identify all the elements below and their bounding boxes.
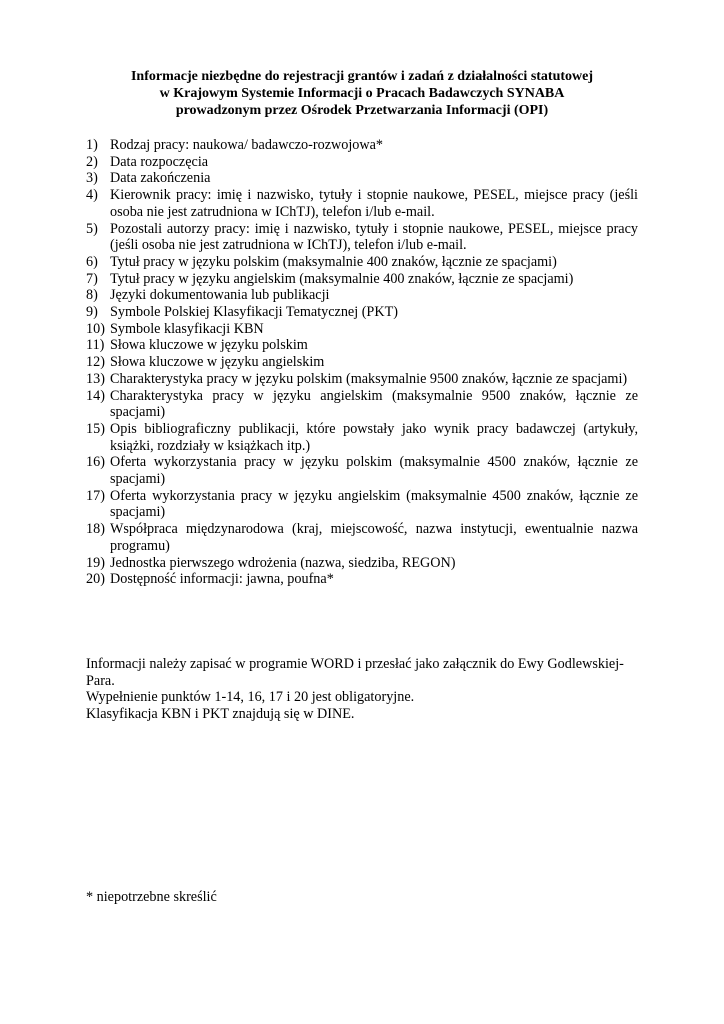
list-item [86, 271, 638, 288]
item-text: Symbole klasyfikacji KBN [110, 320, 264, 337]
list-item [86, 321, 638, 338]
item-number: 13) [86, 370, 105, 387]
requirements-list [86, 137, 638, 588]
item-text: Data rozpoczęcia [110, 153, 209, 170]
item-number: 7) [86, 270, 98, 287]
item-text: Symbole Polskiej Klasyfikacji Tematycznej (PKT) [110, 304, 398, 321]
item-number: 20) [86, 571, 105, 588]
title-line-1: Informacje niezbędne do rejestracji grantów i zadań z działalności statutowej [130, 69, 594, 84]
title-line-2: w Krajowym Systemie Informacji o Pracach Badawczych SYNABA [159, 86, 565, 101]
item-text: Słowa kluczowe w języku angielskim [110, 354, 325, 371]
list-item [86, 371, 638, 388]
list-item [86, 170, 638, 187]
instructions-notes [86, 656, 638, 723]
item-text: Języki dokumentowania lub publikacji [110, 287, 330, 304]
list-item [86, 521, 638, 554]
item-number: 6) [86, 253, 98, 270]
document-title [86, 68, 638, 119]
item-text: Charakterystyka pracy w języku polskim (maksymalnie 9500 znaków, łącznie ze spacjami) [110, 370, 628, 387]
list-item [86, 137, 638, 154]
list-item [86, 354, 638, 371]
item-number: 5) [86, 220, 98, 237]
list-item [86, 221, 638, 254]
item-text: Tytuł pracy w języku angielskim (maksymalnie 400 znaków, łącznie ze spacjami) [110, 270, 574, 287]
item-number: 16) [86, 454, 105, 471]
item-text: Współpraca międzynarodowa (kraj, miejscowość, nazwa instytucji, ewentualnie nazwa programu) [110, 521, 638, 554]
note-mandatory-points: Wypełnienie punktów 1-14, 16, 17 i 20 jest obligatoryjne. [86, 689, 415, 706]
list-item [86, 337, 638, 354]
item-text: Tytuł pracy w języku polskim (maksymalnie 400 znaków, łącznie ze spacjami) [110, 253, 557, 270]
item-text: Jednostka pierwszego wdrożenia (nazwa, siedziba, REGON) [110, 554, 456, 571]
item-number: 2) [86, 153, 98, 170]
item-number: 12) [86, 354, 105, 371]
item-text: Oferta wykorzystania pracy w języku angielskim (maksymalnie 4500 znaków, łącznie ze spacjami) [110, 487, 638, 521]
item-text: Charakterystyka pracy w języku angielskim (maksymalnie 9500 znaków, łącznie ze spacjami) [110, 387, 638, 421]
item-text: Data zakończenia [110, 170, 211, 187]
title-line-3: prowadzonym przez Ośrodek Przetwarzania Informacji (OPI) [175, 103, 549, 118]
list-item [86, 421, 638, 454]
list-item [86, 254, 638, 271]
item-text: Oferta wykorzystania pracy w języku polskim (maksymalnie 4500 znaków, łącznie ze spacjami) [110, 454, 638, 488]
list-item [86, 454, 638, 487]
item-number: 8) [86, 287, 98, 304]
note-classification: Klasyfikacja KBN i PKT znajdują się w DINE. [86, 706, 355, 723]
item-text: Kierownik pracy: imię i nazwisko, tytuły i stopnie naukowe, PESEL, miejsce pracy (jeśli osoba nie jest zatrudniona w IChTJ), telefon i/lub e-mail. [110, 187, 638, 220]
item-text: Pozostali autorzy pracy: imię i nazwisko, tytuły i stopnie naukowe, PESEL, miejsce pracy (jeśli osoba nie jest zatrudniona w IChTJ), telefon i/lub e-mail. [110, 220, 638, 254]
item-text: Opis bibliograficzny publikacji, które powstały jako wynik pracy badawczej (artykuły, książki, rozdziały w książkach itp.) [110, 420, 638, 454]
item-number: 11) [86, 337, 105, 354]
note-save-word: Informacji należy zapisać w programie WORD i przesłać jako załącznik do Ewy Godlewskiej-Para. [86, 656, 624, 689]
list-item [86, 488, 638, 521]
item-text: Dostępność informacji: jawna, poufna* [110, 571, 334, 588]
item-number: 14) [86, 387, 105, 404]
list-item [86, 187, 638, 220]
list-item [86, 571, 638, 588]
item-number: 10) [86, 320, 105, 337]
item-number: 1) [86, 137, 98, 153]
list-item [86, 287, 638, 304]
list-item [86, 304, 638, 321]
item-number: 3) [86, 170, 98, 187]
item-text: Słowa kluczowe w języku polskim [110, 337, 308, 354]
item-number: 18) [86, 521, 105, 538]
list-item [86, 388, 638, 421]
footnote: * niepotrzebne skreślić [86, 889, 217, 905]
item-number: 17) [86, 487, 105, 504]
item-number: 19) [86, 554, 105, 571]
item-number: 15) [86, 420, 105, 437]
list-item [86, 154, 638, 171]
item-text: Rodzaj pracy: naukowa/ badawczo-rozwojowa* [110, 137, 383, 153]
list-item [86, 555, 638, 572]
item-number: 4) [86, 187, 98, 204]
item-number: 9) [86, 304, 98, 321]
